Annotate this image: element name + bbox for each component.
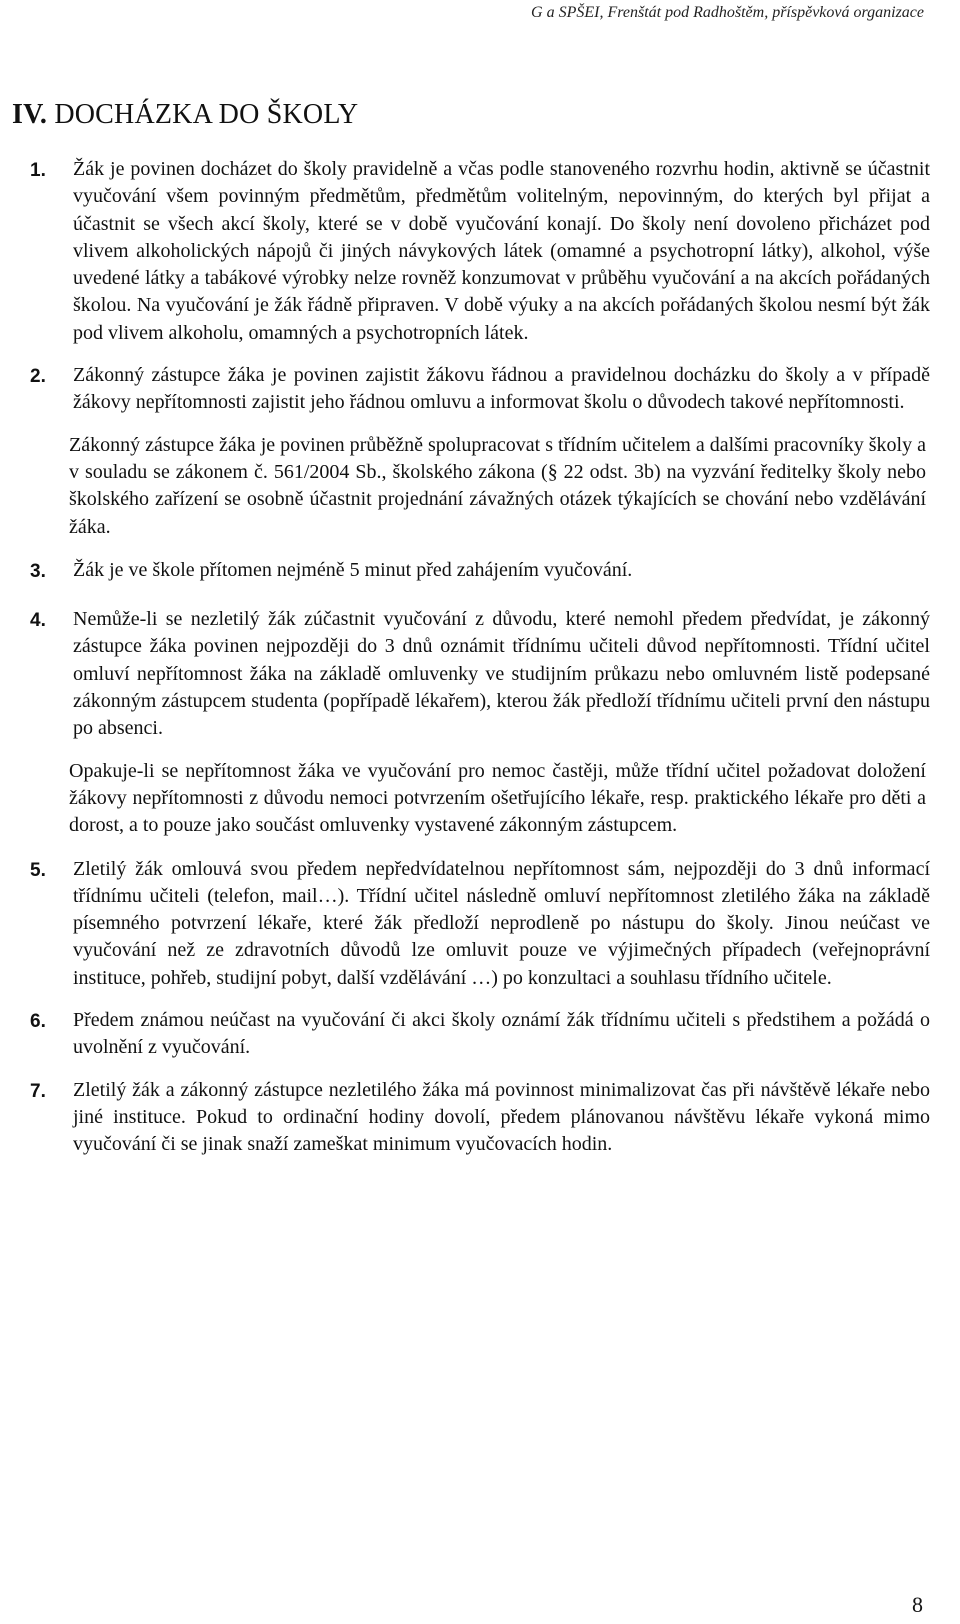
rule-item-5 (30, 856, 930, 992)
rule-item-1 (30, 156, 930, 347)
rule-number: 1. (30, 160, 46, 181)
document-header: G a SPŠEI, Frenštát pod Radhoštěm, příspěvková organizace (531, 4, 924, 21)
rule-2-additional-paragraph: Zákonný zástupce žáka je povinen průběžně spolupracovat s třídním učitelem a dalšími pracovníky školy a v souladu se zákonem č. 561/2004 Sb., školského zákona (§ 22 odst. 3b) na vyzvání ředitelky školy nebo školského zařízení se osobně účastnit projednání závažných otázek týkajících se chování nebo vzdělávání žáka. (69, 433, 926, 538)
rule-item-2 (30, 362, 930, 417)
rule-text: Žák je ve škole přítomen nejméně 5 minut před zahájením vyučování. (73, 558, 633, 581)
rules-list (30, 156, 930, 1174)
rule-number: 7. (30, 1080, 46, 1102)
rule-4-additional-paragraph: Opakuje-li se nepřítomnost žáka ve vyučování pro nemoc častěji, může třídní učitel požadovat doložení žákovy nepřítomnosti z důvodu nemoci potvrzením ošetřujícího lékaře, resp. praktického lékaře pro děti a dorost, a to pouze jako součást omluvenky vystavené zákonným zástupcem. (69, 759, 926, 837)
rule-item-6 (30, 1007, 930, 1062)
rule-text: Zákonný zástupce žáka je povinen zajistit žákovu řádnou a pravidelnou docházku do školy a v případě žákovy nepřítomnosti zajistit jeho řádnou omluvu a informovat školu o důvodech takové nepřítomnosti. (73, 364, 930, 414)
section-heading (12, 99, 358, 131)
rule-item-3 (30, 557, 930, 585)
rule-number: 3. (30, 560, 46, 582)
rule-number: 6. (30, 1011, 46, 1033)
rule-text: Žák je povinen docházet do školy pravidelně a včas podle stanoveného rozvrhu hodin, aktivně se účastnit vyučování všem povinným předmětům, předmětům volitelným, nepovinným, do kterých byl přijat a účastnit se všech akcí školy, které se v době vyučování konají. Do školy není dovoleno přicházet pod vlivem alkoholických nápojů či jiných návykových látek (omamné a psychotropní látky), alkohol, výše uvedené látky a tabákové výrobky nelze rovněž konzumovat v průběhu vyučování a na akcích pořádaných školou. Na vyučování je žák řádně připraven. V době výuky a na akcích pořádaných školou nesmí být žák pod vlivem alkoholu, omamných a psychotropních látek. (73, 158, 930, 344)
rule-number: 4. (30, 610, 46, 632)
rule-item-7 (30, 1077, 930, 1159)
rule-text: Zletilý žák a zákonný zástupce nezletilého žáka má povinnost minimalizovat čas při návštěvě lékaře nebo jiné instituce. Pokud to ordinační hodiny dovolí, předem plánovanou návštěvu lékaře vykoná mimo vyučování či se jinak snaží zameškat minimum vyučovacích hodin. (73, 1078, 930, 1156)
rule-text: Zletilý žák omlouvá svou předem nepředvídatelnou nepřítomnost sám, nejpozději do 3 dnů informací třídnímu učiteli (telefon, mail…). Třídní učitel následně omluví nepřítomnost zletilého žáka na základě písemného potvrzení lékaře, které žák předloží neprodleně po nástupu do školy. Jinou neúčast ve vyučování než ze zdravotních důvodů lze omluvit pouze ve výjimečných případech (veřejnoprávní instituce, pohřeb, studijní pobyt, další vzdělávání …) po konzultaci a souhlasu třídního učitele. (73, 857, 930, 989)
rule-text: Nemůže-li se nezletilý žák zúčastnit vyučování z důvodu, které nemohl předem předvídat, je zákonný zástupce žáka povinen nejpozději do 3 dnů oznámit třídnímu učiteli důvod nepřítomnosti. Třídní učitel omluví nepřítomnost žáka na základě omluvenky ve studijním průkazu nebo omluvném listě podepsané zákonným zástupcem studenta (popřípadě lékařem), kterou žák předloží třídnímu učiteli první den nástupu po absenci. (73, 608, 930, 740)
rule-item-4 (30, 606, 930, 742)
section-number: IV. (12, 99, 48, 130)
page-number: 8 (912, 1592, 923, 1617)
section-title: DOCHÁZKA DO ŠKOLY (54, 99, 359, 130)
rule-text: Předem známou neúčast na vyučování či akci školy oznámí žák třídnímu učiteli s předstihem a požádá o uvolnění z vyučování. (73, 1009, 930, 1059)
rule-number: 2. (30, 366, 46, 388)
rule-number: 5. (30, 859, 46, 881)
